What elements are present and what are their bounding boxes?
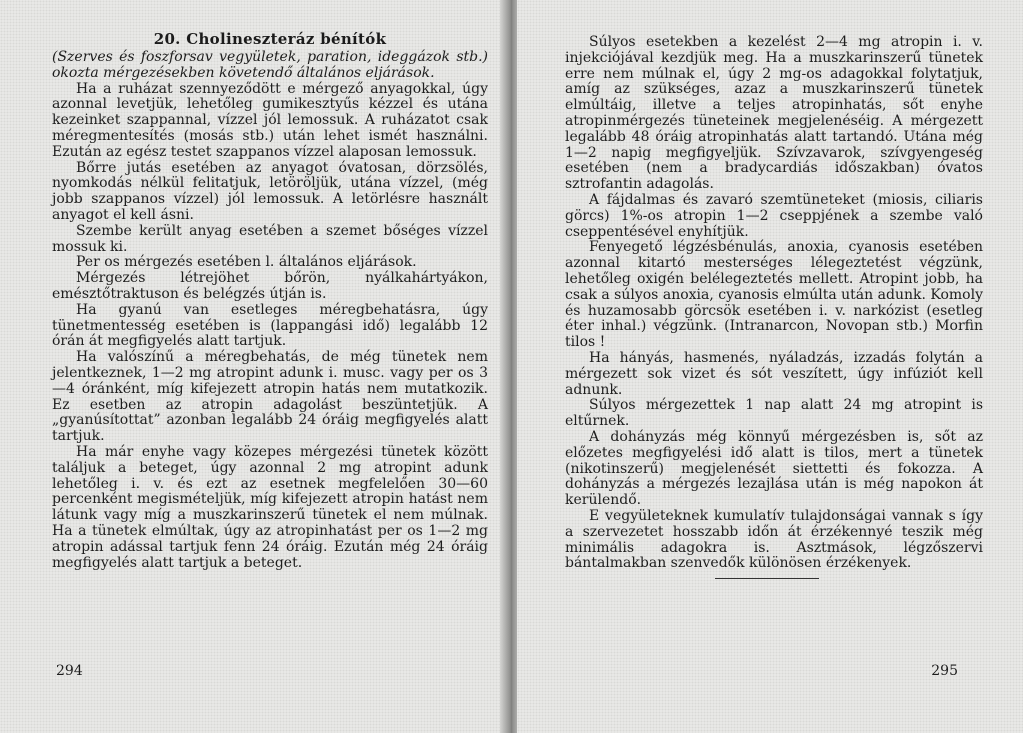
right-page [517,0,1023,733]
paragraph: Szembe került anyag esetében a szemet bőséges vízzel mossuk ki. [52,222,488,255]
paragraph: A fájdalmas és zavaró szemtüneteket (miosis, ciliaris görcs) 1%-os atropin 1—2 cseppjének a szembe való cseppentésével enyhítjük. [565,191,983,240]
paragraph: Ha valószínű a méregbehatás, de még tünetek nem jelentkeznek, 1—2 mg atropint adunk i. musc. vagy per os 3—4 óránként, míg kifejezett atropin hatás nem mutatkozik. Ez esetben az atropin adagolást beszüntetjük. A „gyanúsítottat” azonban legalább 24 óráig megfigyelés alatt tartjuk. [52,349,488,445]
paragraph: E vegyületeknek kumulatív tulajdonságai vannak s így a szervezetet hosszabb időn át érzékennyé teszik még minimális adagokra is. Asztmások, légzőszervi bántalmakban szenvedők különösen érzékenyek. [565,507,983,572]
paragraph: Ha gyanú van esetleges méregbehatásra, úgy tünetmentesség esetében is (lappangási idő) legalább 12 órán át megfigyelés alatt tartjuk. [52,301,488,350]
paragraph: A dohányzás még könnyű mérgezésben is, sőt az előzetes megfigyelési idő alatt is tilos, mert a tünetek (nikotinszerű) megjelenését siettetti és fokozza. A dohányzás a mérgezés lezajlása után is még napokon át kerülendő. [565,428,983,509]
left-page [0,0,506,733]
paragraph: Bőrre jutás esetében az anyagot óvatosan, dörzsölés, nyomkodás nélkül felitatjuk, letöröljük, utána vízzel, (még jobb szappanos vízzel) jól lemossuk. A letörlésre használt anyagot el kell ásni. [52,159,488,223]
paragraph: Ha már enyhe vagy közepes mérgezési tünetek között találjuk a beteget, úgy azonnal 2 mg atropint adunk lehetőleg i. v. és ezt az esetnek megfelelően 30—60 percenként megismételjük, míg kifejezett atropin hatást nem látunk vagy míg a muszkarinszerű tünetek el nem múlnak. Ha a tünetek elmúltak, úgy az atropinhatást per os 1—2 mg atropin adással tartjuk fenn 24 óráig. Ezután még 24 óráig megfigyelés alatt tartjuk a beteget. [52,443,488,571]
paragraph: Fenyegető légzésbénulás, anoxia, cyanosis esetében azonnal kitartó mesterséges lélegeztetést végzünk, lehetőleg oxigén belélegeztetés mellett. Atropint jobb, ha csak a súlyos anoxia, cyanosis elmúlta után adunk. Komoly és huzamosabb görcsök esetében i. v. narkózist (esetleg éter inhal.) végzünk. (Intranarcon, Novopan stb.) Morfin tilos ! [565,239,983,351]
section-end-rule [715,578,819,579]
paragraph: Ha a ruházat szennyeződött e mérgező anyagokkal, úgy azonnal levetjük, lehetőleg gumikesztyűs kézzel és utána kezeinket szappannal, vízzel jól lemossuk. A ruházatot csak méregmentesítés (mosás stb.) után lehet ismét használni. Ezután az egész testet szappanos vízzel alaposan lemossuk. [52,80,488,160]
section-subtitle: (Szerves és foszforsav vegyületek, paration, ideggázok stb.) okozta mérgezésekben követendő általános eljárások. [52,49,488,81]
page-number: 295 [931,663,958,679]
paragraph: Mérgezés létrejöhet bőrön, nyálkahártyákon, emésztőtraktuson és belégzés útján is. [52,270,488,302]
paragraph: Ha hányás, hasmenés, nyáladzás, izzadás folytán a mérgezett sok vizet és sót veszített, úgy infúziót kell adnunk. [565,349,983,398]
paragraph: Súlyos mérgezettek 1 nap alatt 24 mg atropint is eltűrnek. [565,397,983,430]
paragraph: Súlyos esetekben a kezelést 2—4 mg atropin i. v. injekciójával kezdjük meg. Ha a muszkarinszerű tünetek erre nem múlnak el, úgy 2 mg-os adagokkal folytatjuk, amíg az szükséges, azaz a muszkarinszerű tünetek elmúltáig, illetve a teljes atropinhatás, sőt enyhe atropinmérgezés tüneteinek megjelenéséig. A mérgezett legalább 48 óráig atropinhatás alatt tartandó. Utána még 1—2 napig megfigyeljük. Szívzavarok, szívgyengeség esetében (nem a bradycardiás időszakban) óvatos sztrofantin adagolás. [565,34,983,193]
paragraph: Per os mérgezés esetében l. általános eljárások. [76,254,417,271]
page-number: 294 [56,663,83,679]
section-heading: 20. Cholineszteráz bénítók [153,30,387,48]
